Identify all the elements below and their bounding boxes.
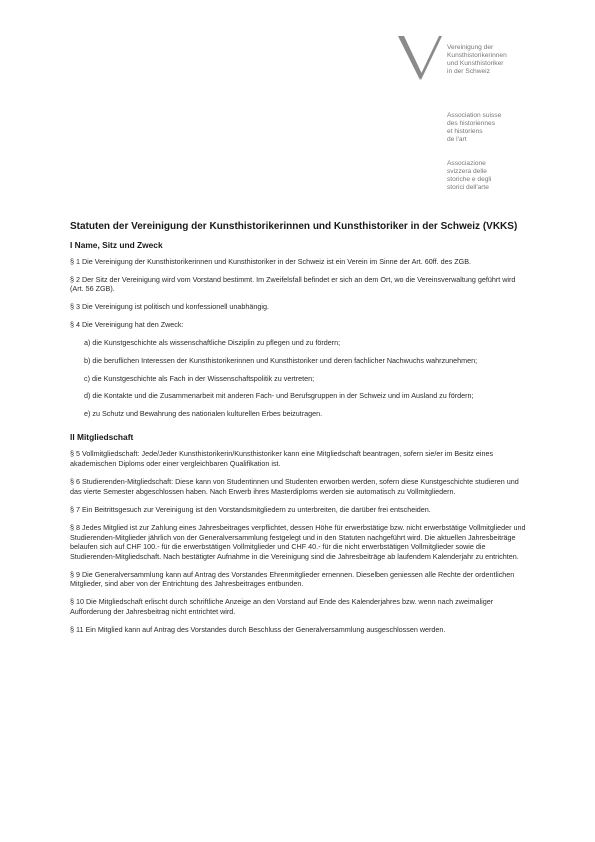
logo-text-german <box>447 44 507 76</box>
paragraph-4: § 4 Die Vereinigung hat den Zweck: <box>70 320 184 330</box>
logo-line: Kunsthistorikerinnen <box>447 52 507 60</box>
paragraph-7: § 7 Ein Beitrittsgesuch zur Vereinigung ist den Vorstandsmitgliedern zu unterbreiten, die darüber frei entscheiden. <box>70 504 431 514</box>
paragraph-10: § 10 Die Mitgliedschaft erlischt durch schriftliche Anzeige an den Vorstand auf Ende des Kalenderjahres bzw. wenn nach zweimaliger Aufforderung der Jahresbeitrag nicht entrichtet wird. <box>70 597 494 617</box>
paragraph-1: § 1 Die Vereinigung der Kunsthistorikerinnen und Kunsthistoriker in der Schweiz ist ein Verein im Sinne der Art. 60ff. des ZGB. <box>70 256 471 266</box>
list-item: c) die Kunstgeschichte als Fach in der Wissenschaftspolitik zu vertreten; <box>84 373 315 383</box>
logo-line: in der Schweiz <box>447 68 490 76</box>
logo-line: und Kunsthistoriker <box>447 60 504 68</box>
paragraph-6: § 6 Studierenden-Mitgliedschaft: Diese kann von Studentinnen und Studenten erworben werden, sofern diese Kunstgeschichte studieren und das vierte Semester abgeschlossen haben. Nach Erwerb ihres Masterdiploms werden sie automatisch zu Vollmitgliedern. <box>70 477 519 496</box>
section-heading-name-sitz-zweck: I Name, Sitz und Zweck <box>70 239 163 250</box>
paragraph-3: § 3 Die Vereinigung ist politisch und konfessionell unabhängig. <box>70 302 269 312</box>
list-item: a) die Kunstgeschichte als wissenschaftliche Disziplin zu pflegen und zu fördern; <box>84 338 341 348</box>
vkks-v-logo-icon <box>398 36 442 80</box>
list-item: b) die beruflichen Interessen der Kunsthistorikerinnen und Kunsthistoriker und deren fachlicher Nachwuchs wahrzunehmen; <box>84 356 478 366</box>
list-item: d) die Kontakte und die Zusammenarbeit mit anderen Fach- und Berufsgruppen in der Schweiz und im Ausland zu fördern; <box>84 391 474 401</box>
document-body <box>70 221 530 643</box>
logo-text-french <box>447 112 501 144</box>
list-item: e) zu Schutz und Bewahrung des nationalen kulturellen Erbes beizutragen. <box>84 408 323 418</box>
paragraph-11: § 11 Ein Mitglied kann auf Antrag des Vorstandes durch Beschluss der Generalversammlung ausgeschlossen werden. <box>70 625 446 635</box>
logo-text-italian <box>447 160 491 192</box>
purpose-list <box>70 338 530 418</box>
paragraph-2: § 2 Der Sitz der Vereinigung wird vom Vorstand bestimmt. Im Zweifelsfall befindet er sich an dem Ort, wo die Vereinsverwaltung geführt wird (Art. 56 ZGB). <box>70 274 516 294</box>
paragraph-8: § 8 Jedes Mitglied ist zur Zahlung eines Jahresbeitrages verpflichtet, dessen Höhe für erwerbstätige bzw. nicht erwerbstätige Vollmitglieder und Studierenden-Mitglieder jährlich von der Generalversammlung festgelegt und in den Statuten nachgeführt wird. Die aktuellen Jahresbeiträge belaufen sich auf CHF 100.- für die erwerbstätigen Vollmitglieder und CHF 40.- für die nicht erwerbstätigen Vollmitglieder sowie die Studierenden-Mitgliedschaft. Nach bestätigter Aufnahme in die Vereinigung sind die Jahresbeiträge ab laufendem Kalenderjahr zu entrichten. <box>70 522 526 561</box>
logo-line: Associazione <box>447 160 486 167</box>
logo-line: et historiens <box>447 128 483 136</box>
paragraph-5: § 5 Vollmitgliedschaft: Jede/Jeder Kunsthistorikerin/Kunsthistoriker kann eine Mitgliedschaft beantragen, sofern sie/er im Besitz eines akademischen Diploms oder einer vergleichbaren Qualifikation ist. <box>70 449 494 469</box>
logo-line: Association suisse <box>447 112 502 119</box>
logo-line: des historiennes <box>447 120 496 128</box>
logo-line: de l'art <box>447 136 467 144</box>
logo-line: storici dell'arte <box>447 184 489 192</box>
logo-line: svizzera delle <box>447 168 487 176</box>
document-title: Statuten der Vereinigung der Kunsthistorikerinnen und Kunsthistoriker in der Schweiz (VKKS) <box>70 221 518 232</box>
paragraph-9: § 9 Die Generalversammlung kann auf Antrag des Vorstandes Ehrenmitglieder ernennen. Dieselben geniessen alle Rechte der ordentlichen Mitglieder, sind aber von der Entrichtung des Jahresbeitrages entbunden. <box>70 569 515 589</box>
logo-line: storiche e degli <box>447 176 492 184</box>
section-heading-mitgliedschaft: II Mitgliedschaft <box>70 432 134 443</box>
logo-line: Vereinigung der <box>447 44 494 51</box>
